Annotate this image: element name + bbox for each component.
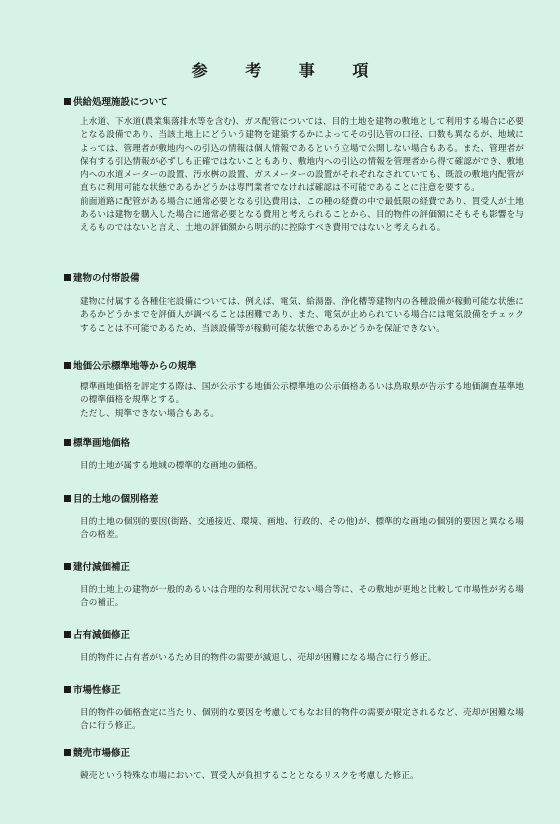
section-supply-facilities (64, 96, 524, 236)
section-occupancy-depreciation (64, 629, 524, 665)
section-heading-text: 占有減価修正 (73, 630, 131, 641)
square-bullet-icon (64, 631, 71, 638)
section-land-price-standard (64, 360, 524, 421)
paragraph: 建物に付属する各種住宅設備については、例えば、電気、給湯器、浄化槽等建物内の各種設備が稼動可能な状態にあるかどうかまでを評価人が調べることは困難であり、また、電気が止められている場合には電気設備をチェックすることは不可能であるため、当該設備等が稼動可能な状態であるかどうかを保証できない。 (80, 297, 524, 334)
square-bullet-icon (64, 495, 71, 502)
paragraph: ただし、規準できない場合もある。 (80, 408, 220, 419)
section-body (80, 460, 524, 473)
paragraph: 競売という特殊な市場において、買受人が負担することとなるリスクを考慮した修正。 (80, 771, 419, 781)
section-heading-text: 建物の付帯設備 (73, 273, 140, 284)
section-heading-text: 目的土地の個別格差 (73, 494, 159, 505)
square-bullet-icon (64, 749, 71, 756)
paragraph: 目的土地が属する地域の標準的な画地の価格。 (80, 461, 263, 471)
section-heading (64, 747, 524, 761)
paragraph: 目的物件の価格査定に当たり、個別的な要因を考慮してもなお目的物件の需要が限定されるなど、売却が困難な場合に行う修正。 (80, 708, 524, 732)
section-body (80, 381, 524, 421)
paragraph: 目的土地の個別的要因(街路、交通接近、環境、画地、行政的、その他)が、標準的な画地の個別的要因と異なる場合の格差。 (80, 517, 524, 541)
section-heading (64, 96, 524, 110)
section-heading (64, 493, 524, 507)
square-bullet-icon (64, 563, 71, 570)
section-body (80, 707, 524, 734)
section-heading-text: 標準画地価格 (73, 438, 131, 449)
section-body (80, 516, 524, 543)
section-body (80, 116, 524, 236)
paragraph: 前面道路に配管がある場合に通常必要となる引込費用は、この種の経費の中で最低限の経費であり、買受人が土地あるいは建物を購入した場合に通常必要となる費用と考えられることから、目的物件の評価額にそもそも影響を与えるものではないと言え、土地の評価額から明示的に控除すべき費用ではないと考えられる。 (80, 196, 524, 234)
section-heading (64, 437, 524, 451)
section-body (80, 296, 524, 336)
section-individual-difference (64, 493, 524, 543)
section-body (80, 770, 524, 783)
section-body (80, 652, 524, 665)
section-heading-text: 供給処理施設について (73, 97, 168, 108)
section-heading (64, 561, 524, 575)
square-bullet-icon (64, 362, 71, 369)
square-bullet-icon (64, 439, 71, 446)
paragraph: 目的物件に占有者がいるため目的物件の需要が減退し、売却が困難になる場合に行う修正。 (80, 653, 437, 663)
paragraph: 上水道、下水道(農業集落排水等を含む)、ガス配管については、目的土地を建物の敷地として利用する場合に必要となる設備であり、当該土地上にどういう建物を建築するかによってその引込管の口径、口数も異なるが、地域によっては、管理者が敷地内への引込の情報は個人情報であるという立場で公開しない場合もある。また、管理者が保有する引込情報が必ずしも正確ではないこともあり、敷地内への引込の情報を管理者から得て確認ができ、敷地内への水道メーターの設置、汚水桝の設置、ガスメーターの設置がそれぞれなされていても、既設の敷地内配管が直ちに利用可能な状態であるかどうかは専門業者でなければ確認は不可能であることに注意を要する。 (80, 117, 524, 194)
section-building-depreciation (64, 561, 524, 611)
section-standard-lot-price (64, 437, 524, 473)
section-heading-text: 競売市場修正 (73, 748, 131, 759)
section-body (80, 584, 524, 611)
page-title: 参 考 事 項 (191, 61, 385, 80)
section-heading (64, 684, 524, 698)
square-bullet-icon (64, 686, 71, 693)
section-marketability (64, 684, 524, 734)
section-building-equipment (64, 272, 524, 336)
section-heading-text: 市場性修正 (73, 685, 121, 696)
section-auction-market (64, 747, 524, 783)
paragraph: 目的土地上の建物が一般的あるいは合理的な利用状況でない場合等に、その敷地が更地と比較して市場性が劣る場合の補正。 (80, 585, 524, 609)
section-heading-text: 地価公示標準地等からの規準 (73, 361, 197, 372)
square-bullet-icon (64, 274, 71, 281)
section-heading (64, 272, 524, 286)
section-heading (64, 629, 524, 643)
section-heading-text: 建付減価補正 (73, 562, 131, 573)
paragraph: 標準画地価格を評定する際は、国が公示する地価公示標準地の公示価格あるいは鳥取県が告示する地価調査基準地の標準価格を規準とする。 (80, 382, 524, 406)
section-heading (64, 360, 524, 374)
square-bullet-icon (64, 98, 71, 105)
